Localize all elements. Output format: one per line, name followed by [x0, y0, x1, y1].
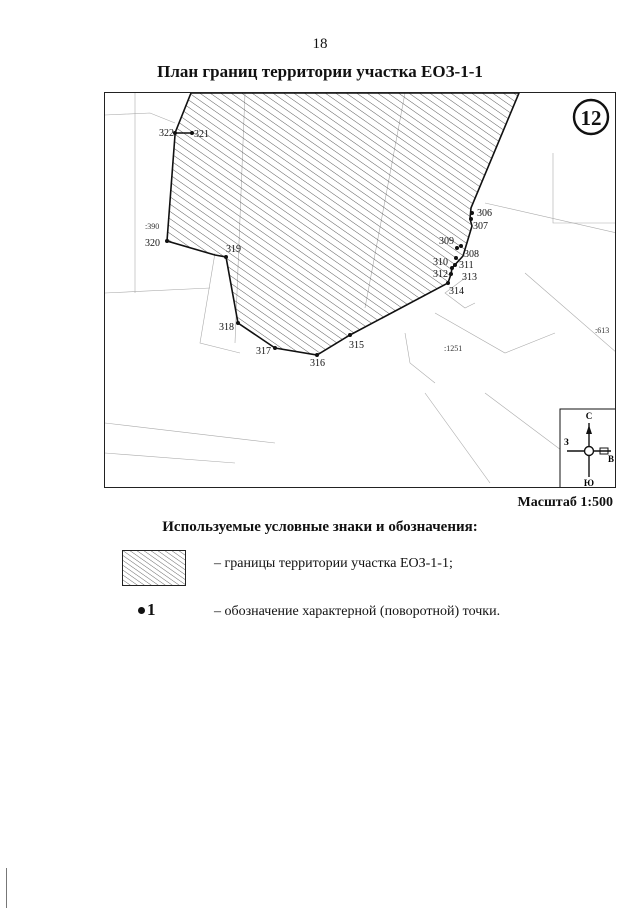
point-label: 307 — [473, 221, 488, 232]
sheet-number-badge — [574, 100, 608, 134]
parcel-number: :1251 — [444, 344, 463, 353]
compass-rose — [560, 409, 616, 488]
compass-north: С — [585, 411, 593, 421]
point-label: 308 — [464, 249, 479, 260]
point-label: 319 — [226, 244, 241, 255]
compass-west: З — [564, 437, 569, 447]
point-dot-icon — [138, 607, 145, 614]
point-label: 309 — [439, 236, 454, 247]
point-label: 313 — [462, 272, 477, 283]
point-label: 318 — [219, 322, 234, 333]
legend-item-boundary: – границы территории участка ЕОЗ-1-1; — [214, 556, 453, 571]
territory-boundary — [167, 93, 519, 355]
point-label: 314 — [449, 286, 464, 297]
point-label: 315 — [349, 340, 364, 351]
compass-south: Ю — [583, 478, 595, 488]
point-label: 311 — [459, 260, 474, 271]
parcel-number: :613 — [595, 326, 610, 335]
legend-title: Используемые условные знаки и обозначения: — [162, 519, 478, 535]
page-title: План границ территории участка ЕОЗ-1-1 — [157, 62, 483, 81]
map-scale: Масштаб 1:500 — [517, 495, 613, 510]
point-label: 322 — [159, 128, 174, 139]
map-svg — [105, 93, 616, 488]
page-number: 18 — [312, 36, 328, 52]
svg-text:12: 12 — [580, 106, 602, 130]
point-label: 316 — [310, 358, 325, 369]
point-label: 321 — [194, 129, 209, 140]
boundary-plan-map — [104, 92, 616, 488]
legend-item-point: – обозначение характерной (поворотной) точки. — [214, 604, 501, 619]
point-label: 320 — [145, 238, 160, 249]
point-label: 312 — [433, 269, 448, 280]
point-label: 310 — [433, 257, 448, 268]
compass-east: В — [608, 454, 615, 464]
legend-point-symbol: 1 — [138, 600, 156, 620]
legend-hatch-swatch — [122, 550, 186, 586]
point-label: 317 — [256, 346, 271, 357]
margin-mark — [6, 868, 7, 908]
point-label: 306 — [477, 208, 492, 219]
parcel-number: :390 — [145, 222, 160, 231]
